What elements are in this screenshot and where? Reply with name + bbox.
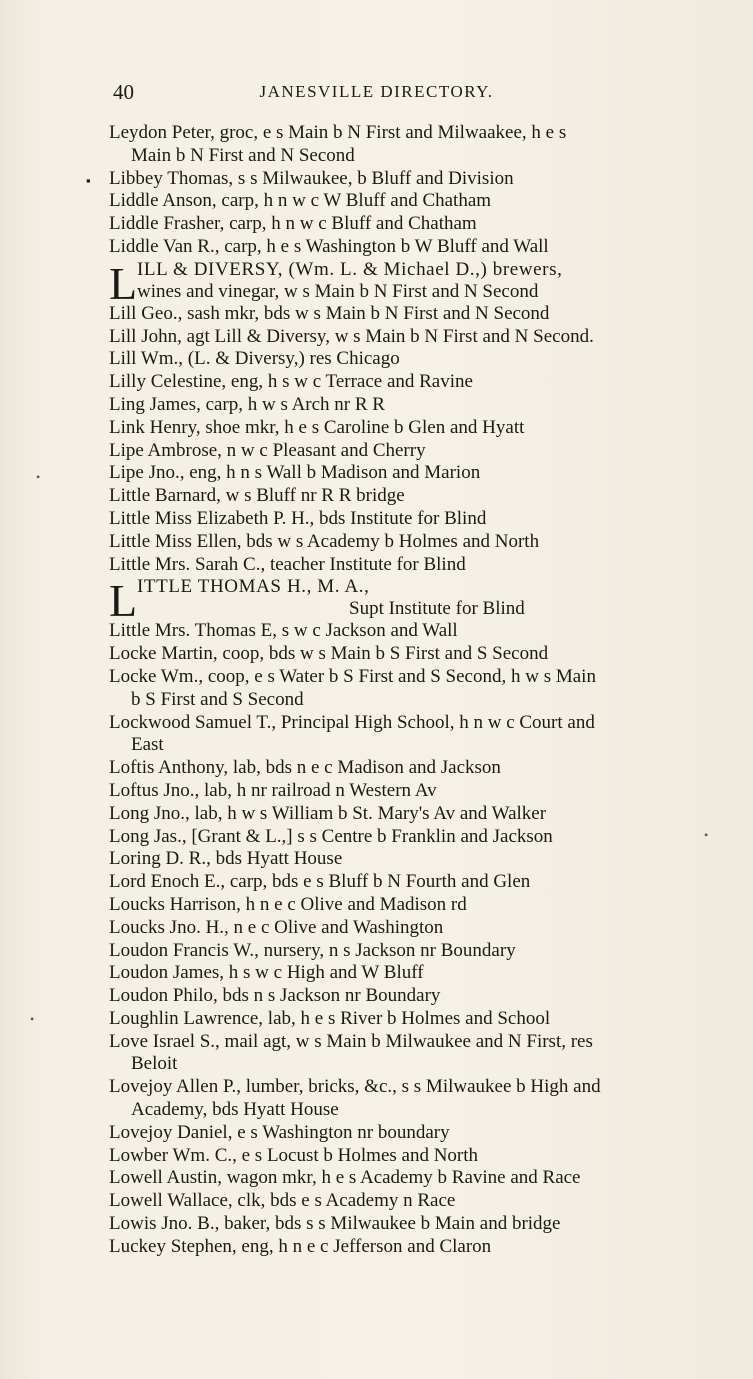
directory-entry — [0, 326, 753, 349]
page-header — [0, 80, 753, 108]
directory-entry — [0, 236, 753, 259]
directory-entry-display — [0, 257, 753, 309]
entry-line: Lockwood Samuel T., Principal High School, h n w c Court and — [109, 711, 595, 733]
directory-entry — [0, 985, 753, 1008]
running-title: JANESVILLE DIRECTORY. — [259, 82, 494, 101]
directory-entry — [0, 826, 753, 849]
entry-line: Loring D. R., bds Hyatt House — [109, 848, 343, 870]
directory-entry — [0, 1076, 753, 1122]
directory-entry — [0, 190, 753, 213]
directory-entry — [0, 554, 753, 577]
directory-entry — [0, 485, 753, 508]
entry-continuation: Academy, bds Hyatt House — [131, 1099, 339, 1121]
entry-line: Little Barnard, w s Bluff nr R R bridge — [109, 485, 405, 507]
entry-line: Lipe Ambrose, n w c Pleasant and Cherry — [109, 439, 426, 461]
entry-line: Liddle Anson, carp, h n w c W Bluff and Chatham — [109, 190, 492, 212]
entry-continuation: East — [131, 734, 164, 756]
entry-line: Liddle Frasher, carp, h n w c Bluff and Chatham — [109, 213, 477, 235]
directory-entry — [0, 1236, 753, 1259]
entry-line: Little Miss Elizabeth P. H., bds Institute for Blind — [109, 507, 487, 529]
directory-entry — [0, 371, 753, 394]
directory-entry — [0, 962, 753, 985]
margin-speck: • — [704, 828, 709, 842]
directory-entry — [0, 1122, 753, 1145]
directory-entry — [0, 894, 753, 917]
directory-entry — [0, 122, 753, 168]
entry-line: Lowell Wallace, clk, bds e s Academy n Race — [109, 1190, 456, 1212]
directory-entry-display — [0, 575, 753, 627]
directory-entry — [0, 780, 753, 803]
entry-line: Lilly Celestine, eng, h s w c Terrace and Ravine — [109, 371, 473, 393]
directory-entry — [0, 940, 753, 963]
directory-entry — [0, 757, 753, 780]
directory-entry — [0, 803, 753, 826]
margin-speck: • — [30, 1012, 35, 1026]
entry-line: Loucks Harrison, h n e c Olive and Madison rd — [109, 893, 467, 915]
entry-line: Loftis Anthony, lab, bds n e c Madison and Jackson — [109, 757, 501, 779]
entry-line: Luckey Stephen, eng, h n e c Jefferson and Claron — [109, 1235, 492, 1257]
directory-entry — [0, 1213, 753, 1236]
directory-entry — [0, 531, 753, 554]
drop-cap: L — [109, 575, 138, 627]
entry-line: Loudon Philo, bds n s Jackson nr Boundary — [109, 985, 441, 1007]
entry-line: Leydon Peter, groc, e s Main b N First and Milwaakee, h e s — [109, 122, 567, 143]
directory-entry — [0, 462, 753, 485]
entry-line: Little Miss Ellen, bds w s Academy b Holmes and North — [109, 530, 540, 552]
entry-line: Lovejoy Allen P., lumber, bricks, &c., s s Milwaukee b High and — [109, 1076, 601, 1098]
page-number: 40 — [113, 80, 134, 104]
directory-entry — [0, 666, 753, 712]
entry-line: Link Henry, shoe mkr, h e s Caroline b Glen and Hyatt — [109, 416, 525, 438]
directory-entry — [0, 1031, 753, 1077]
margin-speck: • — [36, 470, 41, 484]
directory-entry — [0, 871, 753, 894]
entry-line: Lill Wm., (L. & Diversy,) res Chicago — [109, 348, 400, 370]
entry-line: Libbey Thomas, s s Milwaukee, b Bluff and Division — [109, 167, 514, 189]
directory-entry — [0, 508, 753, 531]
entry-line: Loudon Francis W., nursery, n s Jackson nr Boundary — [109, 939, 516, 961]
entry-continuation: Beloit — [131, 1053, 178, 1075]
directory-entry — [0, 303, 753, 326]
entry-continuation: Main b N First and N Second — [131, 144, 355, 166]
entry-line: Lipe Jno., eng, h n s Wall b Madison and Marion — [109, 462, 481, 484]
entry-line: Love Israel S., mail agt, w s Main b Milwaukee and N First, res — [109, 1030, 593, 1052]
directory-entry — [0, 643, 753, 666]
entry-line: Little Mrs. Sarah C., teacher Institute for Blind — [109, 553, 466, 575]
directory-entry — [0, 712, 753, 758]
directory-entry — [0, 348, 753, 371]
directory-entry — [0, 417, 753, 440]
directory-entry — [0, 1167, 753, 1190]
entry-continuation: wines and vinegar, w s Main b N First and N Second — [137, 280, 539, 302]
directory-entry — [0, 440, 753, 463]
entry-line: ILL & DIVERSY, (Wm. L. & Michael D.,) brewers, — [137, 258, 563, 280]
directory-entry — [0, 394, 753, 417]
drop-cap: L — [109, 257, 138, 309]
entry-line: Locke Martin, coop, bds w s Main b S First and S Second — [109, 643, 549, 665]
directory-entry — [0, 848, 753, 871]
entry-line: Lowis Jno. B., baker, bds s s Milwaukee b Main and bridge — [109, 1213, 561, 1235]
entry-line: Loughlin Lawrence, lab, h e s River b Holmes and School — [109, 1007, 551, 1029]
entry-line: Lovejoy Daniel, e s Washington nr boundary — [109, 1121, 450, 1143]
entry-line: Loudon James, h s w c High and W Bluff — [109, 962, 424, 984]
directory-entry — [0, 620, 753, 643]
entry-continuation: Supt Institute for Blind — [349, 598, 525, 620]
directory-entry — [0, 917, 753, 940]
entry-line: ITTLE THOMAS H., M. A., — [137, 576, 370, 598]
entry-line: Locke Wm., coop, e s Water b S First and S Second, h w s Main — [109, 665, 596, 687]
entry-line: Long Jno., lab, h w s William b St. Mary's Av and Walker — [109, 802, 547, 824]
directory-entry — [0, 1008, 753, 1031]
directory-entry — [0, 213, 753, 236]
directory-entry — [0, 1190, 753, 1213]
entry-line: Lill Geo., sash mkr, bds w s Main b N First and N Second — [109, 302, 550, 324]
entry-line: Liddle Van R., carp, h e s Washington b W Bluff and Wall — [109, 235, 549, 257]
entry-line: Loucks Jno. H., n e c Olive and Washington — [109, 916, 444, 938]
directory-entry — [0, 168, 753, 191]
entry-line: Lowber Wm. C., e s Locust b Holmes and North — [109, 1144, 479, 1166]
entry-line: Lowell Austin, wagon mkr, h e s Academy b Ravine and Race — [109, 1167, 581, 1189]
entry-line: Long Jas., [Grant & L.,] s s Centre b Franklin and Jackson — [109, 825, 553, 847]
entry-line: Lill John, agt Lill & Diversy, w s Main b N First and N Second. — [109, 325, 594, 347]
directory-entries — [0, 122, 753, 1259]
entry-line: Little Mrs. Thomas E, s w c Jackson and Wall — [109, 620, 458, 642]
bullet-mark-icon: ▪ — [86, 172, 91, 188]
entry-continuation: b S First and S Second — [131, 688, 304, 710]
directory-entry — [0, 1145, 753, 1168]
entry-line: Ling James, carp, h w s Arch nr R R — [109, 393, 385, 415]
entry-line: Loftus Jno., lab, h nr railroad n Western Av — [109, 779, 437, 801]
entry-line: Lord Enoch E., carp, bds e s Bluff b N Fourth and Glen — [109, 871, 531, 893]
